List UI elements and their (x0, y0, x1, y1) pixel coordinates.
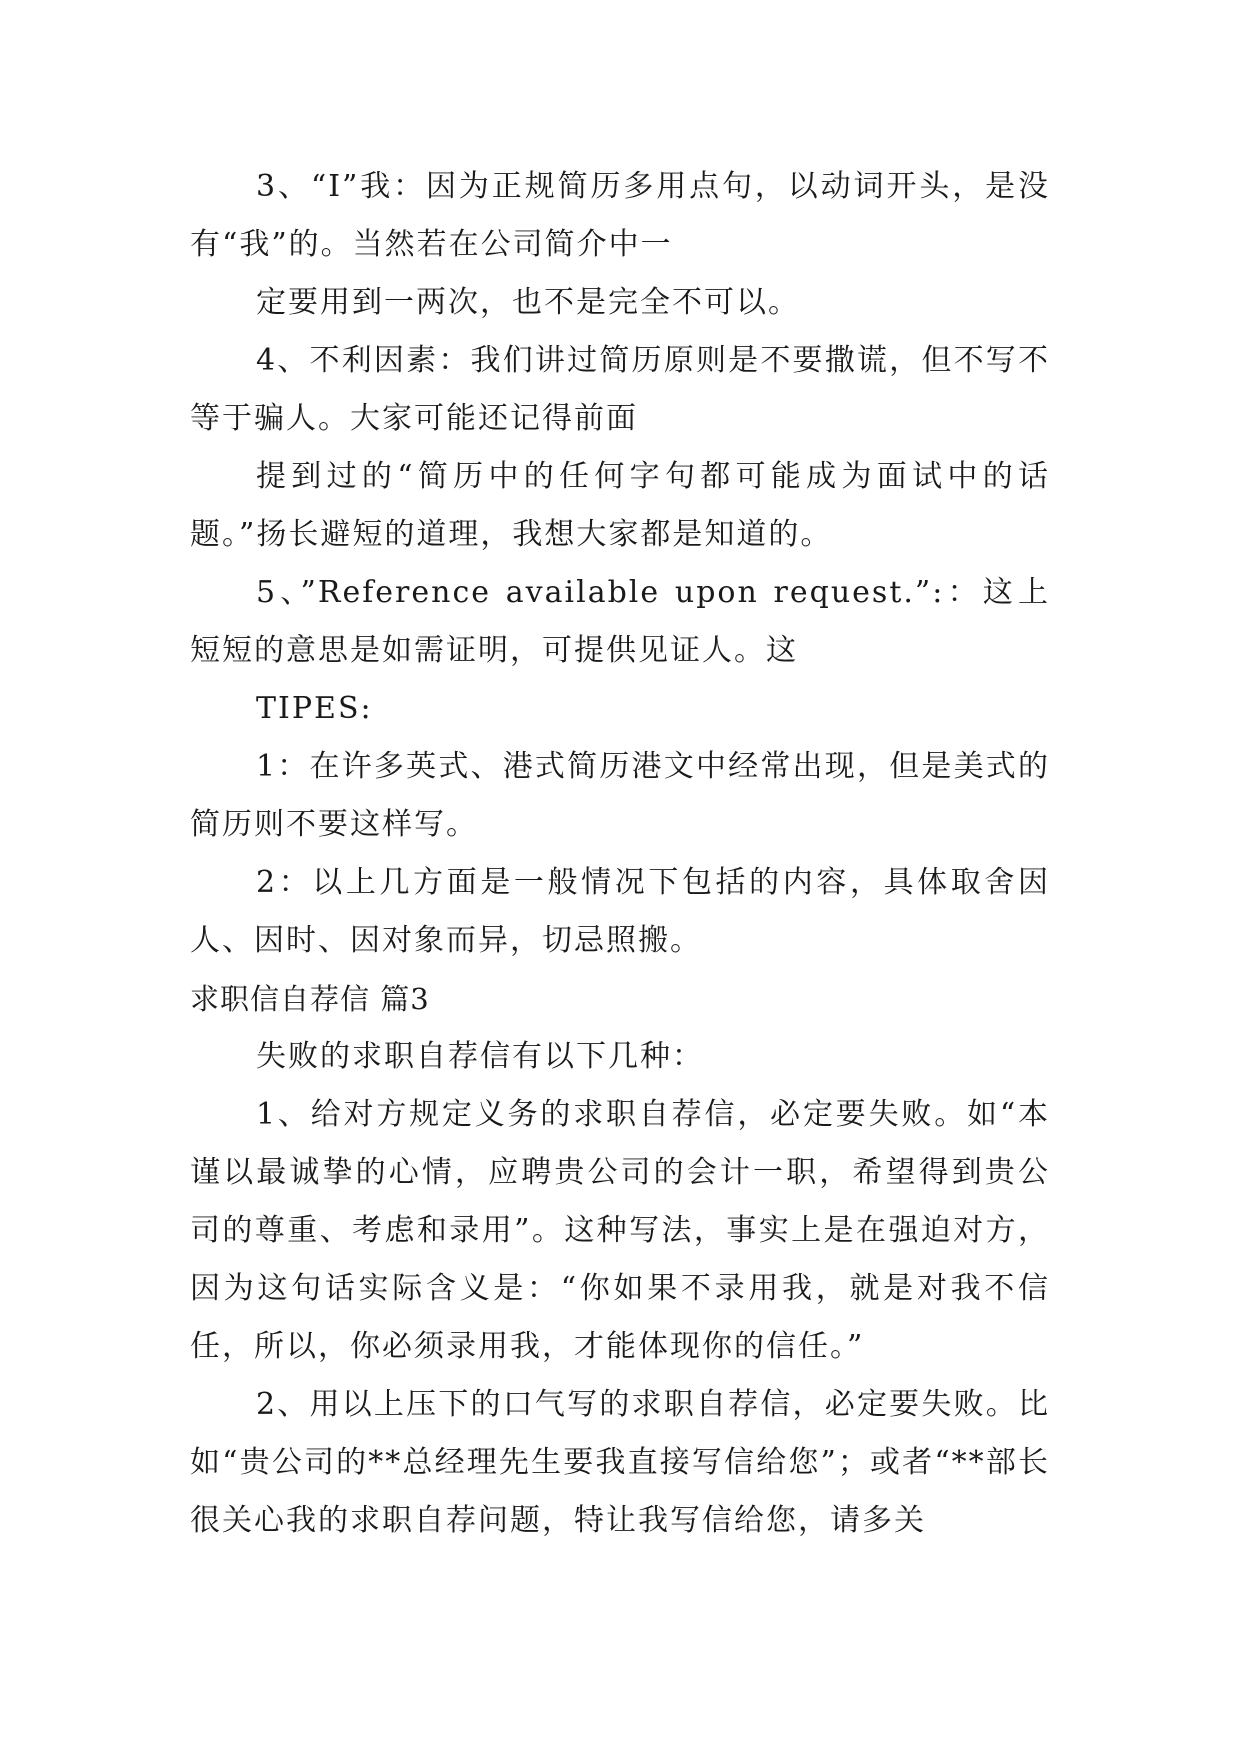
paragraph-tip-2: 2：以上几方面是一般情况下包括的内容，具体取舍因人、因时、因对象而异，切忌照搬。 (190, 865, 1050, 958)
paragraph-tip-1: 1：在许多英式、港式简历港文中经常出现，但是美式的简历则不要这样写。 (190, 749, 1050, 842)
paragraph-failure-2: 2、用以上压下的口气写的求职自荐信，必定要失败。比如“贵公司的**总经理先生要我直接写信给您”；或者“**部长很关心我的求职自荐问题，特让我写信给您，请多关 (190, 1387, 1050, 1538)
paragraph-tips-label: TIPES: (256, 691, 373, 726)
section-heading: 求职信自荐信 篇3 (190, 982, 430, 1016)
paragraph-item4-continued: 提到过的“简历中的任何字句都可能成为面试中的话题。”扬长避短的道理，我想大家都是知道的。 (190, 459, 1050, 552)
paragraph-item4-intro: 4、不利因素：我们讲过简历原则是不要撒谎，但不写不等于骗人。大家可能还记得前面 (190, 343, 1050, 436)
paragraph-item3-continued: 定要用到一两次，也不是完全不可以。 (256, 285, 800, 320)
document-body (190, 158, 1050, 1550)
paragraph-item3-intro: 3、“I”我：因为正规简历多用点句，以动词开头，是没有“我”的。当然若在公司简介中一 (190, 169, 1050, 262)
paragraph-item5: 5、”Reference available upon request.”:：这上短短的意思是如需证明，可提供见证人。这 (190, 575, 1050, 668)
paragraph-failure-intro: 失败的求职自荐信有以下几种： (256, 1039, 704, 1074)
paragraph-failure-1: 1、给对方规定义务的求职自荐信，必定要失败。如“本谨以最诚挚的心情，应聘贵公司的会计一职，希望得到贵公司的尊重、考虑和录用”。这种写法，事实上是在强迫对方，因为这句话实际含义是：“你如果不录用我，就是对我不信任，所以，你必须录用我，才能体现你的信任。” (190, 1097, 1050, 1364)
